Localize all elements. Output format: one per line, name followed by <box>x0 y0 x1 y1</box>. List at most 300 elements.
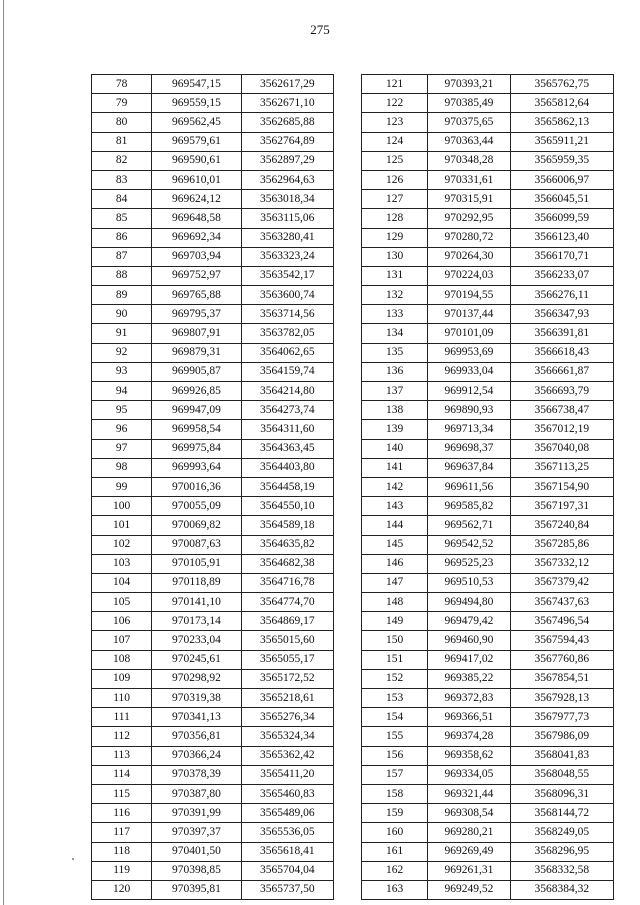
y-coordinate-cell: 3567437,63 <box>510 593 613 612</box>
table-row <box>92 650 334 669</box>
x-coordinate-cell: 969890,93 <box>428 401 510 420</box>
point-number-cell: 86 <box>92 228 152 247</box>
x-coordinate-cell: 970141,10 <box>152 593 241 612</box>
y-coordinate-cell: 3562685,88 <box>241 113 333 132</box>
point-number-cell: 127 <box>362 190 428 209</box>
x-coordinate-cell: 969417,02 <box>428 650 510 669</box>
y-coordinate-cell: 3568332,58 <box>510 861 613 880</box>
y-coordinate-cell: 3566045,51 <box>510 190 613 209</box>
x-coordinate-cell: 969703,94 <box>152 247 241 266</box>
x-coordinate-cell: 969321,44 <box>428 784 510 803</box>
x-coordinate-cell: 969249,52 <box>428 880 510 899</box>
point-number-cell: 157 <box>362 765 428 784</box>
y-coordinate-cell: 3562897,29 <box>241 151 333 170</box>
table-row <box>92 324 334 343</box>
x-coordinate-cell: 969562,71 <box>428 516 510 535</box>
y-coordinate-cell: 3566233,07 <box>510 266 613 285</box>
table-row <box>362 573 614 592</box>
x-coordinate-cell: 969585,82 <box>428 497 510 516</box>
point-number-cell: 139 <box>362 420 428 439</box>
x-coordinate-cell: 969525,23 <box>428 554 510 573</box>
point-number-cell: 151 <box>362 650 428 669</box>
x-coordinate-cell: 970233,04 <box>152 631 241 650</box>
table-row <box>92 708 334 727</box>
table-row <box>92 343 334 362</box>
table-row <box>92 477 334 496</box>
table-row <box>362 708 614 727</box>
y-coordinate-cell: 3564458,19 <box>241 477 333 496</box>
y-coordinate-cell: 3568296,95 <box>510 842 613 861</box>
table-row <box>92 669 334 688</box>
table-row <box>92 746 334 765</box>
point-number-cell: 145 <box>362 535 428 554</box>
table-row <box>362 650 614 669</box>
x-coordinate-cell: 970280,72 <box>428 228 510 247</box>
table-row <box>362 497 614 516</box>
point-number-cell: 112 <box>92 727 152 746</box>
y-coordinate-cell: 3567332,12 <box>510 554 613 573</box>
y-coordinate-cell: 3563115,06 <box>241 209 333 228</box>
x-coordinate-cell: 969261,31 <box>428 861 510 880</box>
table-row <box>92 305 334 324</box>
y-coordinate-cell: 3563714,56 <box>241 305 333 324</box>
x-coordinate-cell: 970395,81 <box>152 880 241 899</box>
y-coordinate-cell: 3568144,72 <box>510 804 613 823</box>
point-number-cell: 82 <box>92 151 152 170</box>
x-coordinate-cell: 970087,63 <box>152 535 241 554</box>
point-number-cell: 92 <box>92 343 152 362</box>
table-row <box>362 382 614 401</box>
point-number-cell: 90 <box>92 305 152 324</box>
table-row <box>92 362 334 381</box>
y-coordinate-cell: 3565911,21 <box>510 132 613 151</box>
y-coordinate-cell: 3567197,31 <box>510 497 613 516</box>
x-coordinate-cell: 970245,61 <box>152 650 241 669</box>
table-row <box>92 228 334 247</box>
point-number-cell: 143 <box>362 497 428 516</box>
y-coordinate-cell: 3566738,47 <box>510 401 613 420</box>
table-row <box>362 804 614 823</box>
x-coordinate-cell: 970385,49 <box>428 94 510 113</box>
y-coordinate-cell: 3565276,34 <box>241 708 333 727</box>
point-number-cell: 153 <box>362 689 428 708</box>
table-row <box>92 631 334 650</box>
table-row <box>362 113 614 132</box>
point-number-cell: 109 <box>92 669 152 688</box>
table-row <box>362 765 614 784</box>
table-row <box>362 170 614 189</box>
y-coordinate-cell: 3566099,59 <box>510 209 613 228</box>
x-coordinate-cell: 969947,09 <box>152 401 241 420</box>
table-row <box>92 247 334 266</box>
x-coordinate-cell: 970393,21 <box>428 75 510 94</box>
x-coordinate-cell: 969807,91 <box>152 324 241 343</box>
table-row <box>92 497 334 516</box>
y-coordinate-cell: 3563542,17 <box>241 266 333 285</box>
point-number-cell: 102 <box>92 535 152 554</box>
table-row <box>92 401 334 420</box>
x-coordinate-cell: 969975,84 <box>152 439 241 458</box>
x-coordinate-cell: 969374,28 <box>428 727 510 746</box>
y-coordinate-cell: 3565704,04 <box>241 861 333 880</box>
x-coordinate-cell: 970315,91 <box>428 190 510 209</box>
y-coordinate-cell: 3564363,45 <box>241 439 333 458</box>
x-coordinate-cell: 969385,22 <box>428 669 510 688</box>
point-number-cell: 141 <box>362 458 428 477</box>
table-row <box>362 516 614 535</box>
y-coordinate-cell: 3562964,63 <box>241 170 333 189</box>
point-number-cell: 89 <box>92 286 152 305</box>
point-number-cell: 118 <box>92 842 152 861</box>
x-coordinate-cell: 970378,39 <box>152 765 241 784</box>
coordinates-table-left <box>91 74 334 900</box>
point-number-cell: 108 <box>92 650 152 669</box>
table-row <box>92 190 334 209</box>
table-row <box>92 842 334 861</box>
point-number-cell: 161 <box>362 842 428 861</box>
x-coordinate-cell: 969358,62 <box>428 746 510 765</box>
x-coordinate-cell: 970391,99 <box>152 804 241 823</box>
point-number-cell: 154 <box>362 708 428 727</box>
y-coordinate-cell: 3565362,42 <box>241 746 333 765</box>
point-number-cell: 100 <box>92 497 152 516</box>
y-coordinate-cell: 3564550,10 <box>241 497 333 516</box>
point-number-cell: 79 <box>92 94 152 113</box>
x-coordinate-cell: 970194,55 <box>428 286 510 305</box>
table-row <box>362 209 614 228</box>
table-row <box>362 746 614 765</box>
table-row <box>92 151 334 170</box>
x-coordinate-cell: 969765,88 <box>152 286 241 305</box>
x-coordinate-cell: 970292,95 <box>428 209 510 228</box>
point-number-cell: 158 <box>362 784 428 803</box>
point-number-cell: 132 <box>362 286 428 305</box>
table-row <box>92 554 334 573</box>
x-coordinate-cell: 969610,01 <box>152 170 241 189</box>
point-number-cell: 140 <box>362 439 428 458</box>
table-row <box>92 880 334 899</box>
y-coordinate-cell: 3565411,20 <box>241 765 333 784</box>
table-row <box>362 420 614 439</box>
point-number-cell: 104 <box>92 573 152 592</box>
x-coordinate-cell: 969590,61 <box>152 151 241 170</box>
table-row <box>92 727 334 746</box>
point-number-cell: 152 <box>362 669 428 688</box>
point-number-cell: 133 <box>362 305 428 324</box>
x-coordinate-cell: 970105,91 <box>152 554 241 573</box>
x-coordinate-cell: 969637,84 <box>428 458 510 477</box>
x-coordinate-cell: 969958,54 <box>152 420 241 439</box>
x-coordinate-cell: 969308,54 <box>428 804 510 823</box>
point-number-cell: 88 <box>92 266 152 285</box>
table-row <box>92 94 334 113</box>
y-coordinate-cell: 3565015,60 <box>241 631 333 650</box>
table-row <box>362 343 614 362</box>
table-row <box>92 266 334 285</box>
point-number-cell: 113 <box>92 746 152 765</box>
x-coordinate-cell: 969479,42 <box>428 612 510 631</box>
x-coordinate-cell: 969510,53 <box>428 573 510 592</box>
table-row <box>362 689 614 708</box>
y-coordinate-cell: 3565489,06 <box>241 804 333 823</box>
point-number-cell: 119 <box>92 861 152 880</box>
x-coordinate-cell: 969611,56 <box>428 477 510 496</box>
point-number-cell: 128 <box>362 209 428 228</box>
x-coordinate-cell: 970348,28 <box>428 151 510 170</box>
table-row <box>362 439 614 458</box>
point-number-cell: 115 <box>92 784 152 803</box>
y-coordinate-cell: 3563782,05 <box>241 324 333 343</box>
y-coordinate-cell: 3564273,74 <box>241 401 333 420</box>
y-coordinate-cell: 3566693,79 <box>510 382 613 401</box>
y-coordinate-cell: 3565618,41 <box>241 842 333 861</box>
point-number-cell: 149 <box>362 612 428 631</box>
x-coordinate-cell: 970118,89 <box>152 573 241 592</box>
y-coordinate-cell: 3564589,18 <box>241 516 333 535</box>
y-coordinate-cell: 3564774,70 <box>241 593 333 612</box>
x-coordinate-cell: 969579,61 <box>152 132 241 151</box>
point-number-cell: 136 <box>362 362 428 381</box>
point-number-cell: 121 <box>362 75 428 94</box>
point-number-cell: 81 <box>92 132 152 151</box>
coordinates-table-right <box>361 74 614 900</box>
y-coordinate-cell: 3564214,80 <box>241 382 333 401</box>
x-coordinate-cell: 969692,34 <box>152 228 241 247</box>
x-coordinate-cell: 969698,37 <box>428 439 510 458</box>
y-coordinate-cell: 3567379,42 <box>510 573 613 592</box>
point-number-cell: 160 <box>362 823 428 842</box>
table-row <box>92 439 334 458</box>
table-row <box>92 535 334 554</box>
point-number-cell: 99 <box>92 477 152 496</box>
y-coordinate-cell: 3564635,82 <box>241 535 333 554</box>
table-row <box>362 132 614 151</box>
x-coordinate-cell: 969460,90 <box>428 631 510 650</box>
table-row <box>92 132 334 151</box>
y-coordinate-cell: 3567760,86 <box>510 650 613 669</box>
point-number-cell: 114 <box>92 765 152 784</box>
table-row <box>362 75 614 94</box>
y-coordinate-cell: 3565218,61 <box>241 689 333 708</box>
point-number-cell: 137 <box>362 382 428 401</box>
point-number-cell: 134 <box>362 324 428 343</box>
scan-speck <box>72 858 74 860</box>
y-coordinate-cell: 3562617,29 <box>241 75 333 94</box>
y-coordinate-cell: 3567986,09 <box>510 727 613 746</box>
y-coordinate-cell: 3566347,93 <box>510 305 613 324</box>
point-number-cell: 78 <box>92 75 152 94</box>
point-number-cell: 147 <box>362 573 428 592</box>
y-coordinate-cell: 3567040,08 <box>510 439 613 458</box>
point-number-cell: 106 <box>92 612 152 631</box>
y-coordinate-cell: 3566276,11 <box>510 286 613 305</box>
y-coordinate-cell: 3563018,34 <box>241 190 333 209</box>
x-coordinate-cell: 970016,36 <box>152 477 241 496</box>
table-row <box>362 554 614 573</box>
table-row <box>362 727 614 746</box>
table-row <box>362 861 614 880</box>
y-coordinate-cell: 3567285,86 <box>510 535 613 554</box>
table-row <box>362 458 614 477</box>
table-row <box>92 458 334 477</box>
y-coordinate-cell: 3566123,40 <box>510 228 613 247</box>
table-row <box>92 516 334 535</box>
x-coordinate-cell: 969926,85 <box>152 382 241 401</box>
table-row <box>92 612 334 631</box>
table-row <box>362 94 614 113</box>
y-coordinate-cell: 3567977,73 <box>510 708 613 727</box>
y-coordinate-cell: 3564716,78 <box>241 573 333 592</box>
y-coordinate-cell: 3567113,25 <box>510 458 613 477</box>
table-row <box>92 861 334 880</box>
table-row <box>362 362 614 381</box>
point-number-cell: 131 <box>362 266 428 285</box>
table-row <box>92 420 334 439</box>
y-coordinate-cell: 3567496,54 <box>510 612 613 631</box>
y-coordinate-cell: 3564311,60 <box>241 420 333 439</box>
x-coordinate-cell: 970366,24 <box>152 746 241 765</box>
x-coordinate-cell: 969269,49 <box>428 842 510 861</box>
x-coordinate-cell: 969933,04 <box>428 362 510 381</box>
y-coordinate-cell: 3565812,64 <box>510 94 613 113</box>
x-coordinate-cell: 970298,92 <box>152 669 241 688</box>
y-coordinate-cell: 3565762,75 <box>510 75 613 94</box>
y-coordinate-cell: 3566661,87 <box>510 362 613 381</box>
table-row <box>92 113 334 132</box>
point-number-cell: 122 <box>362 94 428 113</box>
table-body-left <box>92 75 334 900</box>
x-coordinate-cell: 969494,80 <box>428 593 510 612</box>
x-coordinate-cell: 970375,65 <box>428 113 510 132</box>
x-coordinate-cell: 970356,81 <box>152 727 241 746</box>
x-coordinate-cell: 969713,34 <box>428 420 510 439</box>
y-coordinate-cell: 3568384,32 <box>510 880 613 899</box>
x-coordinate-cell: 969624,12 <box>152 190 241 209</box>
table-row <box>92 765 334 784</box>
y-coordinate-cell: 3568048,55 <box>510 765 613 784</box>
table-row <box>362 784 614 803</box>
point-number-cell: 129 <box>362 228 428 247</box>
x-coordinate-cell: 970387,80 <box>152 784 241 803</box>
x-coordinate-cell: 970401,50 <box>152 842 241 861</box>
table-row <box>362 190 614 209</box>
table-body-right <box>362 75 614 900</box>
x-coordinate-cell: 969334,05 <box>428 765 510 784</box>
point-number-cell: 85 <box>92 209 152 228</box>
point-number-cell: 101 <box>92 516 152 535</box>
point-number-cell: 148 <box>362 593 428 612</box>
table-row <box>362 401 614 420</box>
y-coordinate-cell: 3567240,84 <box>510 516 613 535</box>
table-row <box>362 880 614 899</box>
y-coordinate-cell: 3565862,13 <box>510 113 613 132</box>
table-row <box>362 286 614 305</box>
table-row <box>92 286 334 305</box>
y-coordinate-cell: 3566391,81 <box>510 324 613 343</box>
y-coordinate-cell: 3564062,65 <box>241 343 333 362</box>
point-number-cell: 95 <box>92 401 152 420</box>
point-number-cell: 135 <box>362 343 428 362</box>
y-coordinate-cell: 3567854,51 <box>510 669 613 688</box>
point-number-cell: 138 <box>362 401 428 420</box>
table-row <box>362 535 614 554</box>
table-row <box>362 151 614 170</box>
x-coordinate-cell: 969795,37 <box>152 305 241 324</box>
point-number-cell: 142 <box>362 477 428 496</box>
page-number: 275 <box>310 22 330 37</box>
y-coordinate-cell: 3562764,89 <box>241 132 333 151</box>
x-coordinate-cell: 970137,44 <box>428 305 510 324</box>
table-row <box>362 612 614 631</box>
point-number-cell: 98 <box>92 458 152 477</box>
y-coordinate-cell: 3566170,71 <box>510 247 613 266</box>
point-number-cell: 155 <box>362 727 428 746</box>
scan-edge-line <box>3 0 4 905</box>
point-number-cell: 83 <box>92 170 152 189</box>
x-coordinate-cell: 970069,82 <box>152 516 241 535</box>
table-row <box>362 324 614 343</box>
y-coordinate-cell: 3565460,83 <box>241 784 333 803</box>
y-coordinate-cell: 3566006,97 <box>510 170 613 189</box>
y-coordinate-cell: 3568096,31 <box>510 784 613 803</box>
point-number-cell: 105 <box>92 593 152 612</box>
x-coordinate-cell: 970173,14 <box>152 612 241 631</box>
x-coordinate-cell: 970341,13 <box>152 708 241 727</box>
table-row <box>92 823 334 842</box>
table-row <box>92 209 334 228</box>
x-coordinate-cell: 969905,87 <box>152 362 241 381</box>
point-number-cell: 162 <box>362 861 428 880</box>
x-coordinate-cell: 969752,97 <box>152 266 241 285</box>
point-number-cell: 96 <box>92 420 152 439</box>
y-coordinate-cell: 3566618,43 <box>510 343 613 362</box>
point-number-cell: 117 <box>92 823 152 842</box>
table-row <box>362 228 614 247</box>
x-coordinate-cell: 969993,64 <box>152 458 241 477</box>
x-coordinate-cell: 969648,58 <box>152 209 241 228</box>
point-number-cell: 144 <box>362 516 428 535</box>
point-number-cell: 123 <box>362 113 428 132</box>
table-row <box>362 247 614 266</box>
y-coordinate-cell: 3565324,34 <box>241 727 333 746</box>
point-number-cell: 93 <box>92 362 152 381</box>
table-row <box>362 631 614 650</box>
y-coordinate-cell: 3567594,43 <box>510 631 613 650</box>
point-number-cell: 97 <box>92 439 152 458</box>
x-coordinate-cell: 970264,30 <box>428 247 510 266</box>
x-coordinate-cell: 969542,52 <box>428 535 510 554</box>
point-number-cell: 163 <box>362 880 428 899</box>
y-coordinate-cell: 3565737,50 <box>241 880 333 899</box>
x-coordinate-cell: 969953,69 <box>428 343 510 362</box>
point-number-cell: 116 <box>92 804 152 823</box>
table-row <box>362 305 614 324</box>
point-number-cell: 150 <box>362 631 428 650</box>
x-coordinate-cell: 969547,15 <box>152 75 241 94</box>
point-number-cell: 110 <box>92 689 152 708</box>
y-coordinate-cell: 3563323,24 <box>241 247 333 266</box>
table-row <box>92 804 334 823</box>
y-coordinate-cell: 3565959,35 <box>510 151 613 170</box>
table-row <box>362 477 614 496</box>
y-coordinate-cell: 3567012,19 <box>510 420 613 439</box>
x-coordinate-cell: 970331,61 <box>428 170 510 189</box>
y-coordinate-cell: 3564869,17 <box>241 612 333 631</box>
x-coordinate-cell: 969366,51 <box>428 708 510 727</box>
y-coordinate-cell: 3563280,41 <box>241 228 333 247</box>
x-coordinate-cell: 969912,54 <box>428 382 510 401</box>
y-coordinate-cell: 3568249,05 <box>510 823 613 842</box>
